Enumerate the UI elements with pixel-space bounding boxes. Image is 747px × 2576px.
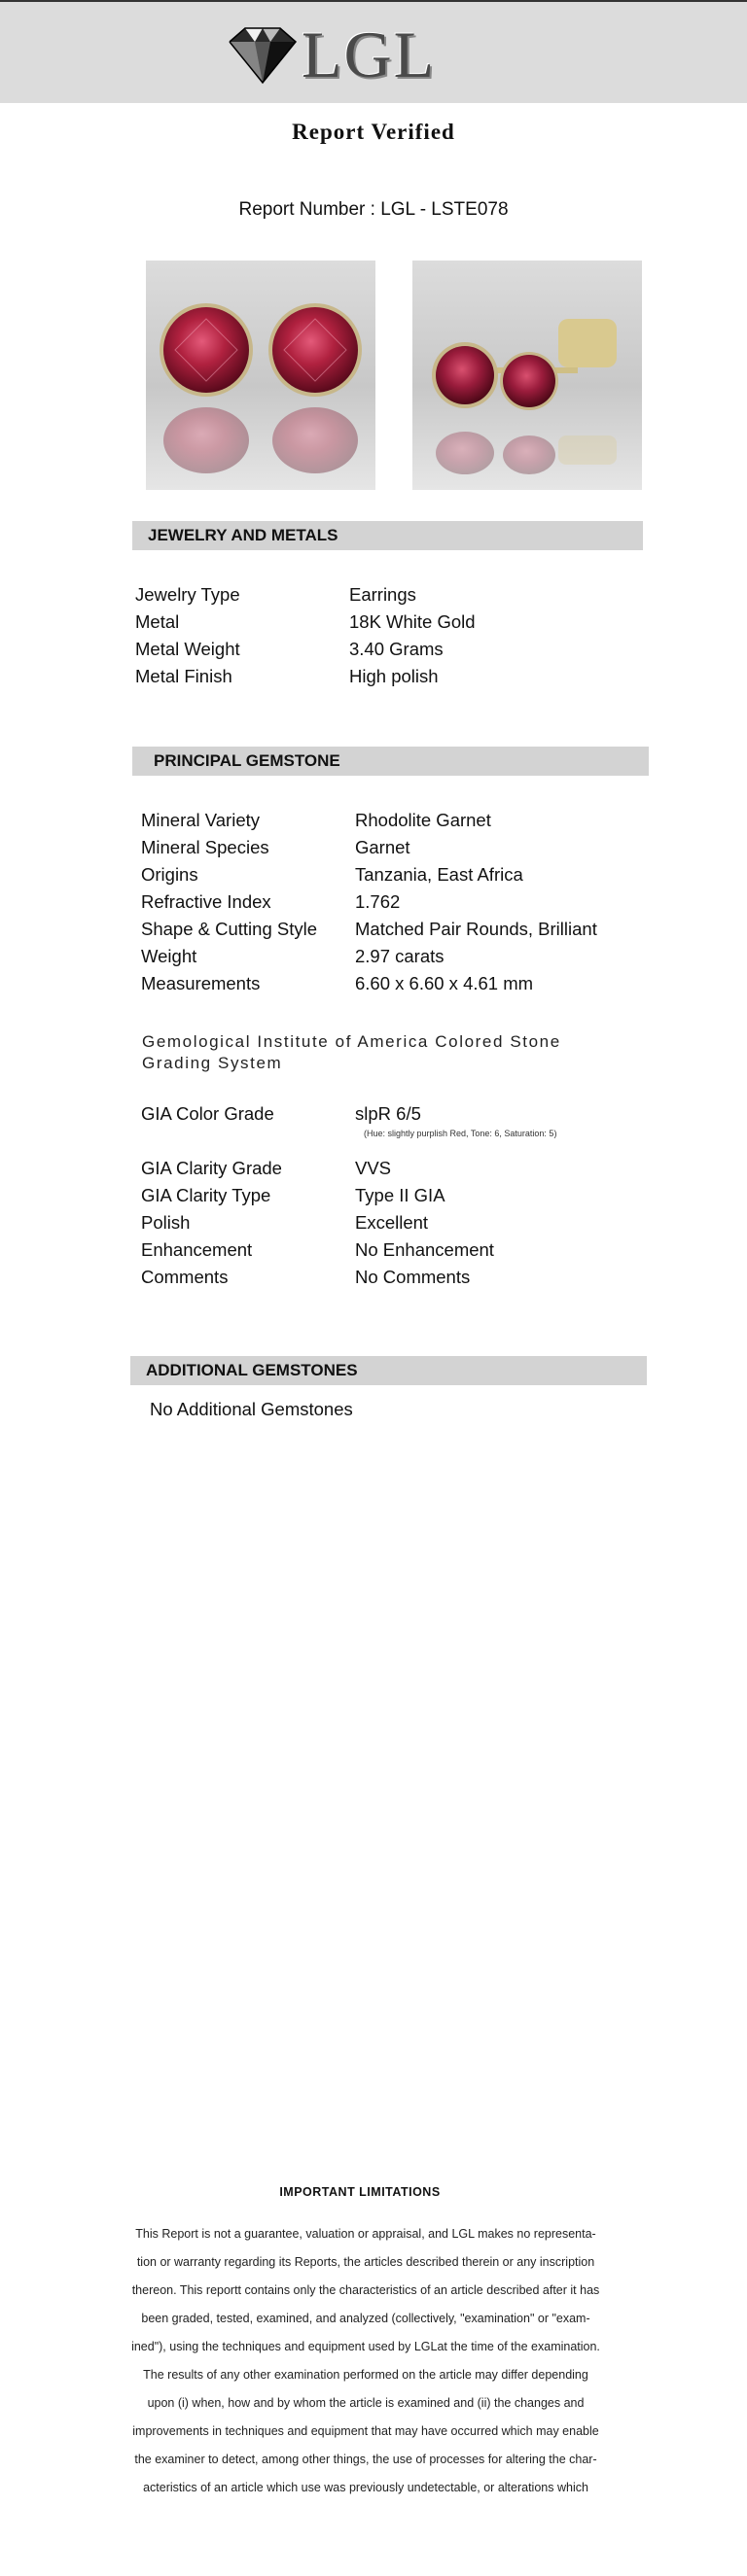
row-value: Type II GIA (355, 1185, 445, 1205)
row-value: 18K White Gold (349, 611, 476, 632)
row-value: Tanzania, East Africa (355, 864, 523, 885)
row-value: Earrings (349, 584, 416, 605)
row-value: Excellent (355, 1212, 429, 1233)
row-value: No Comments (355, 1267, 471, 1287)
row-label: Comments (141, 1267, 229, 1287)
row-value: Matched Pair Rounds, Brilliant (355, 919, 597, 939)
row-label: Shape & Cutting Style (141, 919, 317, 939)
row-label: GIA Clarity Type (141, 1185, 271, 1205)
limitations-heading: IMPORTANT LIMITATIONS (279, 2185, 441, 2199)
earrings-side-icon (412, 261, 642, 490)
principal-section-header: PRINCIPAL GEMSTONE (132, 747, 649, 776)
row-label: Origins (141, 864, 198, 885)
row-label: Jewelry Type (135, 584, 240, 605)
row-label: Metal (135, 611, 180, 632)
lgl-logo[interactable] (226, 19, 436, 89)
additional-section-header: ADDITIONAL GEMSTONES (130, 1356, 647, 1385)
no-additional-gemstones: No Additional Gemstones (150, 1399, 353, 1419)
row-label: GIA Clarity Grade (141, 1158, 282, 1178)
header-banner (0, 0, 747, 103)
row-value: Garnet (355, 837, 410, 857)
row-value: slpR 6/5 (355, 1103, 421, 1124)
limitations-line: the examiner to detect, among other things, the use of processes for altering the char- (134, 2453, 597, 2466)
limitations-line: improvements in techniques and equipment that may have occurred which may enable (132, 2424, 599, 2438)
earrings-front-icon (146, 261, 375, 490)
row-label: GIA Color Grade (141, 1103, 274, 1124)
side-view-photo (412, 261, 642, 490)
row-label: Measurements (141, 973, 261, 993)
page-title: Report Verified (292, 120, 455, 144)
limitations-line: tion or warranty regarding its Reports, the articles described therein or any inscription (136, 2255, 595, 2269)
limitations-line: upon (i) when, how and by whom the article is examined and (ii) the changes and (147, 2396, 585, 2410)
row-value: 3.40 Grams (349, 639, 444, 659)
limitations-line: been graded, tested, examined, and analyzed (collectively, "examination" or "exam- (141, 2312, 590, 2325)
row-label: Weight (141, 946, 197, 966)
limitations-line: thereon. This reportt contains only the characteristics of an article described after it has (131, 2283, 600, 2297)
row-value: 1.762 (355, 891, 401, 912)
logo-text: LGL (302, 17, 437, 91)
row-label: Enhancement (141, 1239, 253, 1260)
row-value: Rhodolite Garnet (355, 810, 491, 830)
row-label: Mineral Variety (141, 810, 261, 830)
diamond-icon (226, 24, 300, 85)
row-value: High polish (349, 666, 439, 686)
row-label: Refractive Index (141, 891, 271, 912)
front-view-photo (146, 261, 375, 490)
gia-system-heading: Gemological Institute of America Colored Stone Grading System (142, 1032, 561, 1072)
limitations-line: This Report is not a guarantee, valuation or appraisal, and LGL makes no representa- (135, 2227, 596, 2241)
row-value: No Enhancement (355, 1239, 494, 1260)
limitations-line: acteristics of an article which use was previously undetectable, or alterations which (143, 2481, 588, 2494)
limitations-line: The results of any other examination performed on the article may differ depending (143, 2368, 588, 2382)
row-label: Mineral Species (141, 837, 269, 857)
report-number: Report Number : LGL - LSTE078 (238, 199, 509, 220)
hue-note: (Hue: slightly purplish Red, Tone: 6, Saturation: 5) (364, 1129, 557, 1138)
jewelry-section-header: JEWELRY AND METALS (132, 521, 643, 550)
limitations-line: ined"), using the techniques and equipment used by LGLat the time of the examination. (131, 2340, 600, 2353)
row-label: Metal Finish (135, 666, 232, 686)
row-label: Metal Weight (135, 639, 240, 659)
row-value: VVS (355, 1158, 392, 1178)
row-value: 6.60 x 6.60 x 4.61 mm (355, 973, 534, 993)
limitations-text (102, 2220, 629, 2502)
row-label: Polish (141, 1212, 191, 1233)
row-value: 2.97 carats (355, 946, 445, 966)
